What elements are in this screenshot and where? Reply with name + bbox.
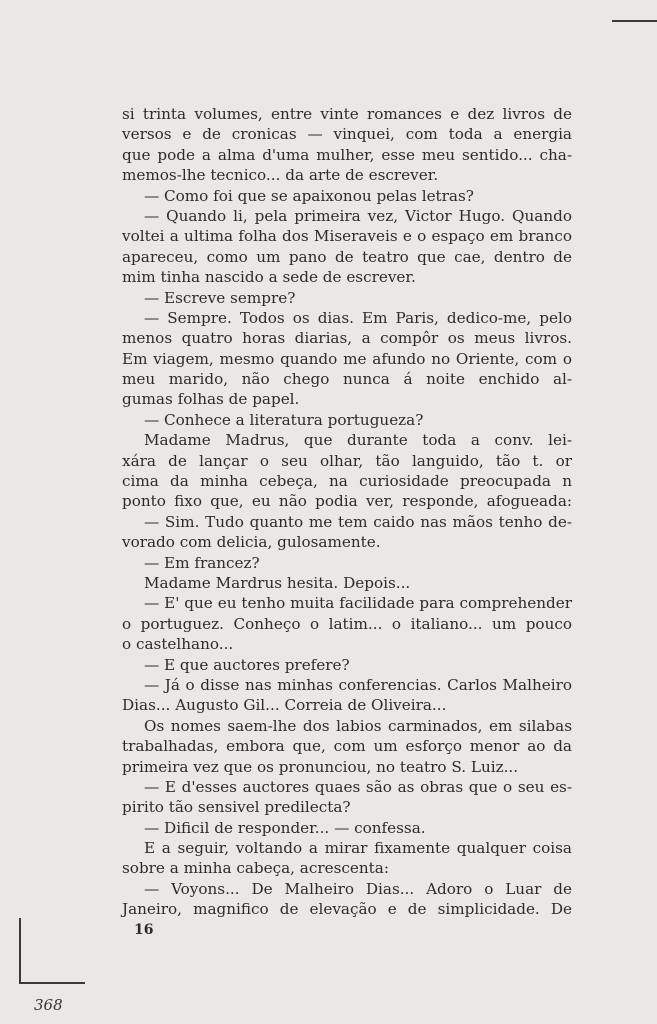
text-line: memos-lhe tecnico... da arte de escrever. [122,166,439,185]
text-line: — Em francez? [144,553,260,572]
text-line: — Já o disse nas minhas conferencias. Carlos Malheiro [144,675,572,694]
text-line: — Quando li, pela primeira vez, Victor Hugo. Quando [144,206,572,225]
text-line: que pode a alma d'uma mulher, esse meu sentido... cha- [122,145,572,164]
printer-signature: 16 [134,921,154,938]
text-line: o portuguez. Conheço o latim... o italiano... um pouco [122,614,572,633]
text-line: — E' que eu tenho muita facilidade para comprehender [144,594,572,613]
text-line: trabalhadas, embora que, com um esforço menor ao da [122,737,572,756]
text-line: — Voyons... De Malheiro Dias... Adoro o Luar de [144,879,572,898]
text-line: — Sempre. Todos os dias. Em Paris, dedico-me, pelo [144,308,572,327]
text-line: Janeiro, magnifico de elevação e de simplicidade. De [122,900,572,919]
text-line: — Conhece a literatura portugueza? [144,410,424,429]
text-line: — Como foi que se apaixonou pelas letras? [144,186,474,205]
text-line: E a seguir, voltando a mirar fixamente qualquer coisa [144,839,572,858]
text-line: primeira vez que os pronunciou, no teatro S. Luiz... [122,757,519,776]
text-line: cima da minha cebeça, na curiosidade preocupada n [122,472,572,491]
text-line: Madame Madrus, que durante toda a conv. lei- [144,431,572,450]
text-line: Os nomes saem-lhe dos labios carminados, em silabas [144,716,572,735]
text-line: — E d'esses auctores quaes são as obras que o seu es- [144,777,572,796]
text-line: — Dificil de responder... — confessa. [144,818,426,837]
text-line: — E que auctores prefere? [144,655,350,674]
page-number: 368 [34,996,63,1014]
text-line: gumas folhas de papel. [122,390,300,409]
text-line: ponto fixo que, eu não podia ver, responde, afogueada: [122,492,572,511]
text-line: meu marido, não chego nunca á noite enchido al- [122,370,572,389]
text-line: voltei a ultima folha dos Miseraveis e o espaço em branco [122,227,572,246]
text-line: xára de lançar o seu olhar, tão languido, tão t. or [122,451,572,470]
crop-mark-horizontal [19,982,85,984]
text-line: versos e de cronicas — vinquei, com toda a energia [122,125,572,144]
text-line: — Sim. Tudo quanto me tem caido nas mãos tenho de- [144,512,572,531]
text-line: menos quatro horas diarias, a compôr os meus livros. [122,329,572,348]
crop-mark-top-right [612,20,657,22]
text-line: Em viagem, mesmo quando me afundo no Oriente, com o [122,349,572,368]
text-line: si trinta volumes, entre vinte romances e dez livros de [122,105,572,123]
text-line: vorado com delicia, gulosamente. [122,533,381,552]
text-line: mim tinha nascido a sede de escrever. [122,268,416,287]
crop-mark-vertical [19,918,21,984]
text-line: Madame Mardrus hesita. Depois... [144,573,411,592]
text-line: apareceu, como um pano de teatro que cae, dentro de [122,247,572,266]
text-line: pirito tão sensivel predilecta? [122,798,351,817]
body-text [122,104,572,940]
text-line: o castelhano... [122,635,234,654]
text-line: sobre a minha cabeça, acrescenta: [122,859,389,878]
text-line: — Escreve sempre? [144,288,296,307]
text-line: Dias... Augusto Gil... Correia de Oliveira... [122,696,447,715]
